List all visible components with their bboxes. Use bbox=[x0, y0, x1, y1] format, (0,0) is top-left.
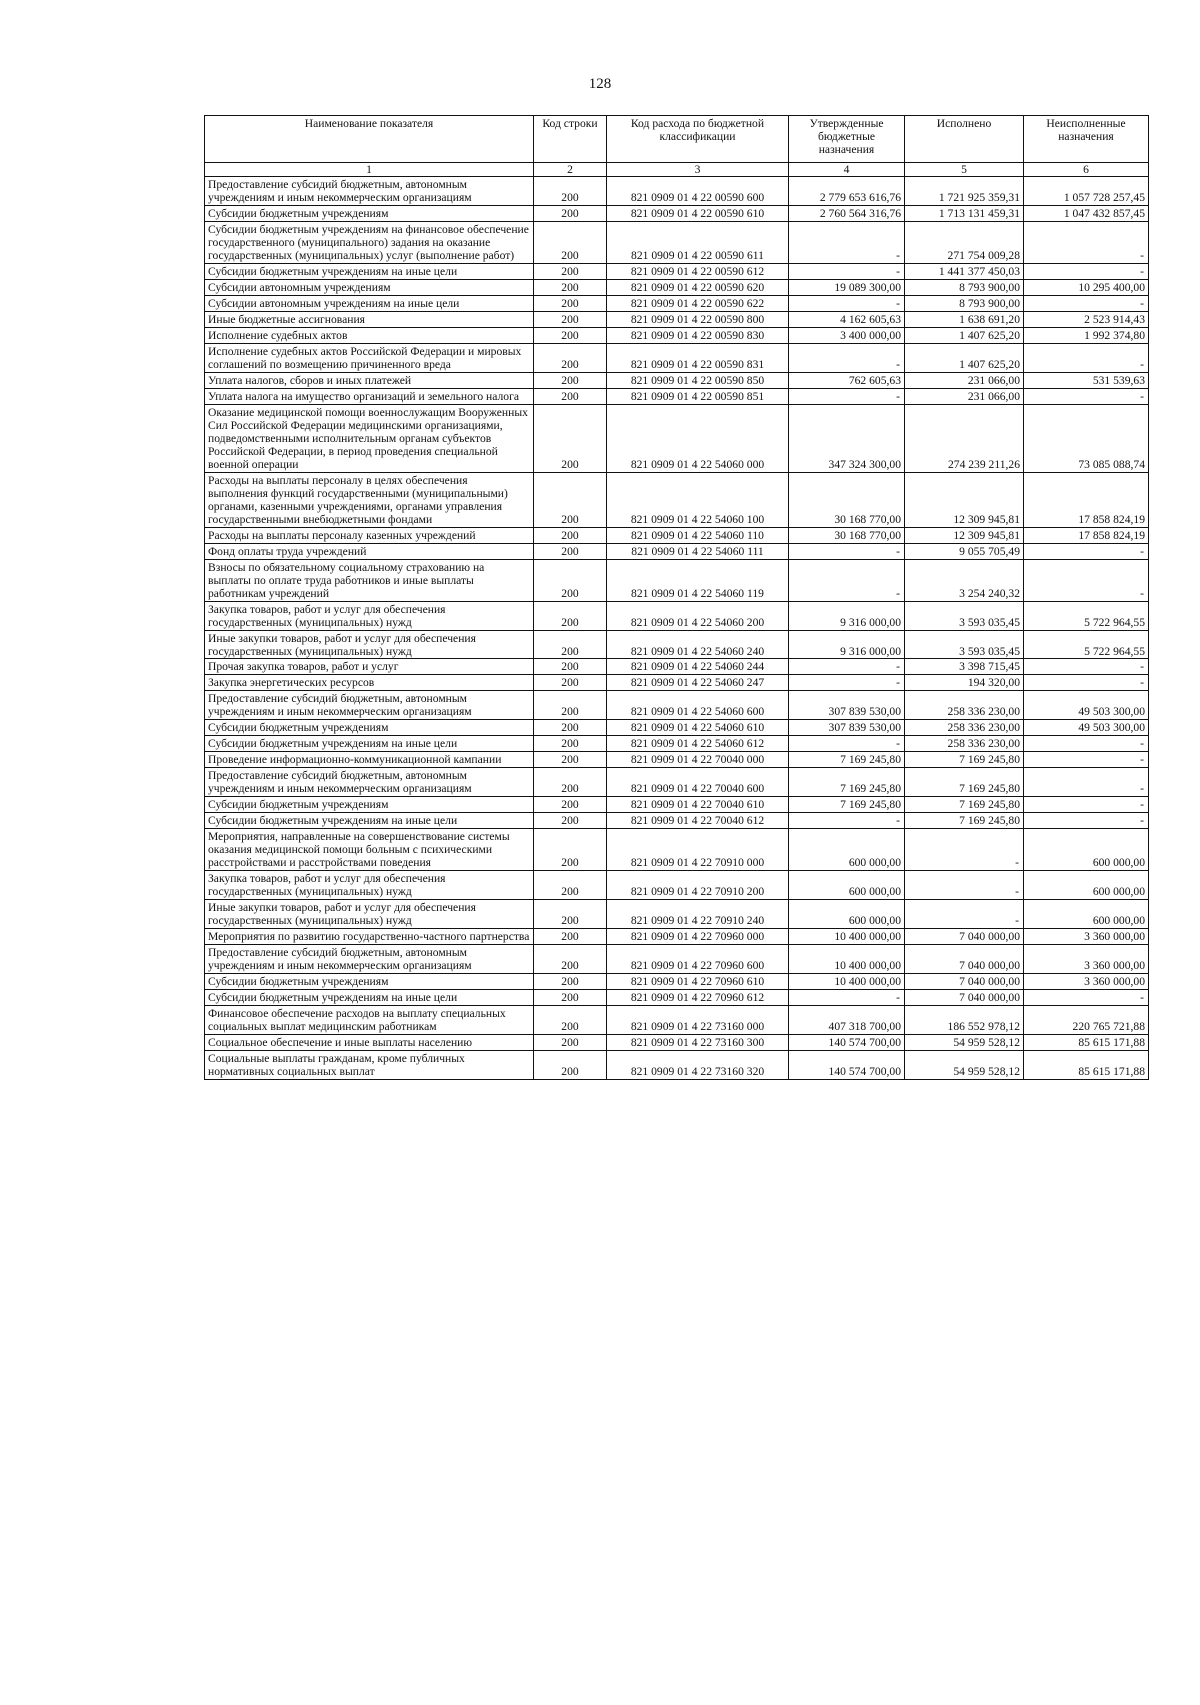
unexecuted-amount-cell: 3 360 000,00 bbox=[1024, 945, 1149, 974]
unexecuted-amount-cell: - bbox=[1024, 559, 1149, 601]
line-code-cell: 200 bbox=[534, 388, 607, 404]
line-code-cell: 200 bbox=[534, 768, 607, 797]
approved-amount-cell: - bbox=[789, 343, 905, 372]
unexecuted-amount-cell: 600 000,00 bbox=[1024, 871, 1149, 900]
executed-amount-cell: 54 959 528,12 bbox=[905, 1051, 1024, 1080]
expense-code-cell: 821 0909 01 4 22 00590 600 bbox=[607, 177, 789, 206]
line-code-cell: 200 bbox=[534, 829, 607, 871]
unexecuted-amount-cell: - bbox=[1024, 797, 1149, 813]
approved-amount-cell: 140 574 700,00 bbox=[789, 1051, 905, 1080]
table-row bbox=[205, 388, 1149, 404]
table-row bbox=[205, 177, 1149, 206]
table-row bbox=[205, 1006, 1149, 1035]
indicator-name-cell: Закупка энергетических ресурсов bbox=[205, 675, 534, 691]
table-row bbox=[205, 736, 1149, 752]
line-code-cell: 200 bbox=[534, 990, 607, 1006]
header-approved: Утвержденные бюджетные назначения bbox=[789, 116, 905, 163]
line-code-cell: 200 bbox=[534, 601, 607, 630]
line-code-cell: 200 bbox=[534, 720, 607, 736]
table-row bbox=[205, 263, 1149, 279]
unexecuted-amount-cell: - bbox=[1024, 768, 1149, 797]
unexecuted-amount-cell: 1 057 728 257,45 bbox=[1024, 177, 1149, 206]
executed-amount-cell: 231 066,00 bbox=[905, 388, 1024, 404]
indicator-name-cell: Финансовое обеспечение расходов на выплату специальных социальных выплат медицинским работникам bbox=[205, 1006, 534, 1035]
unexecuted-amount-cell: 5 722 964,55 bbox=[1024, 630, 1149, 659]
executed-amount-cell: 3 398 715,45 bbox=[905, 659, 1024, 675]
executed-amount-cell: 1 721 925 359,31 bbox=[905, 177, 1024, 206]
executed-amount-cell: 258 336 230,00 bbox=[905, 720, 1024, 736]
table-row bbox=[205, 768, 1149, 797]
indicator-name-cell: Субсидии бюджетным учреждениям на иные цели bbox=[205, 736, 534, 752]
table-row bbox=[205, 900, 1149, 929]
line-code-cell: 200 bbox=[534, 404, 607, 472]
executed-amount-cell: 1 441 377 450,03 bbox=[905, 263, 1024, 279]
table-row bbox=[205, 601, 1149, 630]
expense-code-cell: 821 0909 01 4 22 70960 000 bbox=[607, 929, 789, 945]
executed-amount-cell: 1 407 625,20 bbox=[905, 327, 1024, 343]
executed-amount-cell: 258 336 230,00 bbox=[905, 736, 1024, 752]
line-code-cell: 200 bbox=[534, 736, 607, 752]
executed-amount-cell: 7 040 000,00 bbox=[905, 990, 1024, 1006]
executed-amount-cell: 194 320,00 bbox=[905, 675, 1024, 691]
executed-amount-cell: 7 040 000,00 bbox=[905, 945, 1024, 974]
table-row bbox=[205, 221, 1149, 263]
column-number: 6 bbox=[1024, 163, 1149, 177]
table-row bbox=[205, 295, 1149, 311]
table-row bbox=[205, 752, 1149, 768]
unexecuted-amount-cell: 600 000,00 bbox=[1024, 900, 1149, 929]
header-unexecuted: Неисполненные назначения bbox=[1024, 116, 1149, 163]
unexecuted-amount-cell: - bbox=[1024, 990, 1149, 1006]
line-code-cell: 200 bbox=[534, 327, 607, 343]
table-row bbox=[205, 343, 1149, 372]
column-number-row bbox=[205, 163, 1149, 177]
approved-amount-cell: 30 168 770,00 bbox=[789, 527, 905, 543]
expense-code-cell: 821 0909 01 4 22 54060 000 bbox=[607, 404, 789, 472]
executed-amount-cell: - bbox=[905, 829, 1024, 871]
line-code-cell: 200 bbox=[534, 279, 607, 295]
indicator-name-cell: Субсидии бюджетным учреждениям на финансовое обеспечение государственного (муниципального) задания на оказание государственных (муниципальных) услуг (выполнение работ) bbox=[205, 221, 534, 263]
expense-code-cell: 821 0909 01 4 22 54060 247 bbox=[607, 675, 789, 691]
line-code-cell: 200 bbox=[534, 752, 607, 768]
unexecuted-amount-cell: - bbox=[1024, 263, 1149, 279]
unexecuted-amount-cell: 17 858 824,19 bbox=[1024, 527, 1149, 543]
executed-amount-cell: 3 593 035,45 bbox=[905, 630, 1024, 659]
unexecuted-amount-cell: - bbox=[1024, 543, 1149, 559]
approved-amount-cell: - bbox=[789, 263, 905, 279]
line-code-cell: 200 bbox=[534, 559, 607, 601]
approved-amount-cell: 600 000,00 bbox=[789, 871, 905, 900]
header-expense-code: Код расхода по бюджетной классификации bbox=[607, 116, 789, 163]
indicator-name-cell: Прочая закупка товаров, работ и услуг bbox=[205, 659, 534, 675]
line-code-cell: 200 bbox=[534, 343, 607, 372]
approved-amount-cell: - bbox=[789, 559, 905, 601]
unexecuted-amount-cell: - bbox=[1024, 813, 1149, 829]
unexecuted-amount-cell: 3 360 000,00 bbox=[1024, 929, 1149, 945]
approved-amount-cell: 2 760 564 316,76 bbox=[789, 205, 905, 221]
header-indicator-name: Наименование показателя bbox=[205, 116, 534, 163]
approved-amount-cell: 307 839 530,00 bbox=[789, 691, 905, 720]
expense-code-cell: 821 0909 01 4 22 73160 300 bbox=[607, 1035, 789, 1051]
unexecuted-amount-cell: 531 539,63 bbox=[1024, 372, 1149, 388]
table-row bbox=[205, 797, 1149, 813]
unexecuted-amount-cell: 1 992 374,80 bbox=[1024, 327, 1149, 343]
indicator-name-cell: Субсидии бюджетным учреждениям на иные цели bbox=[205, 990, 534, 1006]
line-code-cell: 200 bbox=[534, 630, 607, 659]
table-row bbox=[205, 559, 1149, 601]
executed-amount-cell: - bbox=[905, 900, 1024, 929]
table-row bbox=[205, 1051, 1149, 1080]
executed-amount-cell: 3 254 240,32 bbox=[905, 559, 1024, 601]
executed-amount-cell: 12 309 945,81 bbox=[905, 527, 1024, 543]
table-row bbox=[205, 691, 1149, 720]
indicator-name-cell: Субсидии автономным учреждениям bbox=[205, 279, 534, 295]
line-code-cell: 200 bbox=[534, 221, 607, 263]
approved-amount-cell: 307 839 530,00 bbox=[789, 720, 905, 736]
executed-amount-cell: 7 040 000,00 bbox=[905, 929, 1024, 945]
indicator-name-cell: Исполнение судебных актов Российской Федерации и мировых соглашений по возмещению причиненного вреда bbox=[205, 343, 534, 372]
line-code-cell: 200 bbox=[534, 675, 607, 691]
column-number: 1 bbox=[205, 163, 534, 177]
line-code-cell: 200 bbox=[534, 372, 607, 388]
line-code-cell: 200 bbox=[534, 691, 607, 720]
indicator-name-cell: Мероприятия, направленные на совершенствование системы оказания медицинской помощи больным с психическими расстройствами и расстройствами поведения bbox=[205, 829, 534, 871]
expense-code-cell: 821 0909 01 4 22 70040 610 bbox=[607, 797, 789, 813]
indicator-name-cell: Взносы по обязательному социальному страхованию на выплаты по оплате труда работников и иные выплаты работникам учреждений bbox=[205, 559, 534, 601]
expense-code-cell: 821 0909 01 4 22 54060 100 bbox=[607, 472, 789, 527]
expense-code-cell: 821 0909 01 4 22 70910 240 bbox=[607, 900, 789, 929]
table-row bbox=[205, 527, 1149, 543]
column-number: 3 bbox=[607, 163, 789, 177]
unexecuted-amount-cell: 1 047 432 857,45 bbox=[1024, 205, 1149, 221]
executed-amount-cell: 7 169 245,80 bbox=[905, 752, 1024, 768]
table-row bbox=[205, 543, 1149, 559]
unexecuted-amount-cell: - bbox=[1024, 295, 1149, 311]
unexecuted-amount-cell: 49 503 300,00 bbox=[1024, 691, 1149, 720]
expense-code-cell: 821 0909 01 4 22 54060 240 bbox=[607, 630, 789, 659]
table-row bbox=[205, 990, 1149, 1006]
expense-code-cell: 821 0909 01 4 22 54060 610 bbox=[607, 720, 789, 736]
expense-code-cell: 821 0909 01 4 22 54060 119 bbox=[607, 559, 789, 601]
table-row bbox=[205, 1035, 1149, 1051]
line-code-cell: 200 bbox=[534, 1006, 607, 1035]
indicator-name-cell: Иные бюджетные ассигнования bbox=[205, 311, 534, 327]
line-code-cell: 200 bbox=[534, 659, 607, 675]
executed-amount-cell: 7 040 000,00 bbox=[905, 974, 1024, 990]
unexecuted-amount-cell: 73 085 088,74 bbox=[1024, 404, 1149, 472]
executed-amount-cell: 3 593 035,45 bbox=[905, 601, 1024, 630]
line-code-cell: 200 bbox=[534, 263, 607, 279]
expense-code-cell: 821 0909 01 4 22 54060 244 bbox=[607, 659, 789, 675]
expense-code-cell: 821 0909 01 4 22 70960 600 bbox=[607, 945, 789, 974]
table-row bbox=[205, 311, 1149, 327]
indicator-name-cell: Субсидии бюджетным учреждениям bbox=[205, 720, 534, 736]
executed-amount-cell: 1 407 625,20 bbox=[905, 343, 1024, 372]
executed-amount-cell: 8 793 900,00 bbox=[905, 295, 1024, 311]
expense-code-cell: 821 0909 01 4 22 73160 000 bbox=[607, 1006, 789, 1035]
indicator-name-cell: Иные закупки товаров, работ и услуг для обеспечения государственных (муниципальных) нужд bbox=[205, 630, 534, 659]
line-code-cell: 200 bbox=[534, 311, 607, 327]
expense-code-cell: 821 0909 01 4 22 00590 830 bbox=[607, 327, 789, 343]
indicator-name-cell: Уплата налога на имущество организаций и земельного налога bbox=[205, 388, 534, 404]
approved-amount-cell: - bbox=[789, 543, 905, 559]
expense-code-cell: 821 0909 01 4 22 00590 612 bbox=[607, 263, 789, 279]
line-code-cell: 200 bbox=[534, 900, 607, 929]
expense-code-cell: 821 0909 01 4 22 70960 610 bbox=[607, 974, 789, 990]
approved-amount-cell: 10 400 000,00 bbox=[789, 945, 905, 974]
approved-amount-cell: 10 400 000,00 bbox=[789, 929, 905, 945]
column-number: 4 bbox=[789, 163, 905, 177]
unexecuted-amount-cell: - bbox=[1024, 659, 1149, 675]
approved-amount-cell: 4 162 605,63 bbox=[789, 311, 905, 327]
indicator-name-cell: Субсидии бюджетным учреждениям на иные цели bbox=[205, 813, 534, 829]
table-row bbox=[205, 659, 1149, 675]
expense-code-cell: 821 0909 01 4 22 70910 200 bbox=[607, 871, 789, 900]
expense-code-cell: 821 0909 01 4 22 73160 320 bbox=[607, 1051, 789, 1080]
indicator-name-cell: Фонд оплаты труда учреждений bbox=[205, 543, 534, 559]
line-code-cell: 200 bbox=[534, 472, 607, 527]
executed-amount-cell: 274 239 211,26 bbox=[905, 404, 1024, 472]
expense-code-cell: 821 0909 01 4 22 70040 000 bbox=[607, 752, 789, 768]
expense-code-cell: 821 0909 01 4 22 54060 111 bbox=[607, 543, 789, 559]
approved-amount-cell: 10 400 000,00 bbox=[789, 974, 905, 990]
unexecuted-amount-cell: - bbox=[1024, 343, 1149, 372]
executed-amount-cell: 271 754 009,28 bbox=[905, 221, 1024, 263]
expense-code-cell: 821 0909 01 4 22 70960 612 bbox=[607, 990, 789, 1006]
indicator-name-cell: Субсидии автономным учреждениям на иные цели bbox=[205, 295, 534, 311]
unexecuted-amount-cell: - bbox=[1024, 221, 1149, 263]
table-row bbox=[205, 720, 1149, 736]
line-code-cell: 200 bbox=[534, 871, 607, 900]
table-row bbox=[205, 829, 1149, 871]
approved-amount-cell: 2 779 653 616,76 bbox=[789, 177, 905, 206]
indicator-name-cell: Закупка товаров, работ и услуг для обеспечения государственных (муниципальных) нужд bbox=[205, 871, 534, 900]
approved-amount-cell: 7 169 245,80 bbox=[789, 768, 905, 797]
indicator-name-cell: Мероприятия по развитию государственно-частного партнерства bbox=[205, 929, 534, 945]
budget-execution-table bbox=[204, 115, 1149, 1080]
indicator-name-cell: Исполнение судебных актов bbox=[205, 327, 534, 343]
approved-amount-cell: 9 316 000,00 bbox=[789, 630, 905, 659]
executed-amount-cell: - bbox=[905, 871, 1024, 900]
column-number: 5 bbox=[905, 163, 1024, 177]
approved-amount-cell: 19 089 300,00 bbox=[789, 279, 905, 295]
line-code-cell: 200 bbox=[534, 797, 607, 813]
expense-code-cell: 821 0909 01 4 22 54060 110 bbox=[607, 527, 789, 543]
unexecuted-amount-cell: 600 000,00 bbox=[1024, 829, 1149, 871]
approved-amount-cell: - bbox=[789, 736, 905, 752]
unexecuted-amount-cell: 2 523 914,43 bbox=[1024, 311, 1149, 327]
approved-amount-cell: 600 000,00 bbox=[789, 900, 905, 929]
table-header-row bbox=[205, 116, 1149, 163]
expense-code-cell: 821 0909 01 4 22 70040 612 bbox=[607, 813, 789, 829]
indicator-name-cell: Субсидии бюджетным учреждениям на иные цели bbox=[205, 263, 534, 279]
indicator-name-cell: Социальные выплаты гражданам, кроме публичных нормативных социальных выплат bbox=[205, 1051, 534, 1080]
indicator-name-cell: Закупка товаров, работ и услуг для обеспечения государственных (муниципальных) нужд bbox=[205, 601, 534, 630]
unexecuted-amount-cell: - bbox=[1024, 752, 1149, 768]
indicator-name-cell: Предоставление субсидий бюджетным, автономным учреждениям и иным некоммерческим организациям bbox=[205, 691, 534, 720]
line-code-cell: 200 bbox=[534, 543, 607, 559]
table-row bbox=[205, 974, 1149, 990]
indicator-name-cell: Проведение информационно-коммуникационной кампании bbox=[205, 752, 534, 768]
unexecuted-amount-cell: - bbox=[1024, 675, 1149, 691]
executed-amount-cell: 1 638 691,20 bbox=[905, 311, 1024, 327]
expense-code-cell: 821 0909 01 4 22 54060 600 bbox=[607, 691, 789, 720]
table-row bbox=[205, 404, 1149, 472]
unexecuted-amount-cell: 49 503 300,00 bbox=[1024, 720, 1149, 736]
line-code-cell: 200 bbox=[534, 527, 607, 543]
line-code-cell: 200 bbox=[534, 929, 607, 945]
executed-amount-cell: 7 169 245,80 bbox=[905, 797, 1024, 813]
approved-amount-cell: - bbox=[789, 388, 905, 404]
table-row bbox=[205, 945, 1149, 974]
header-executed: Исполнено bbox=[905, 116, 1024, 163]
approved-amount-cell: 30 168 770,00 bbox=[789, 472, 905, 527]
indicator-name-cell: Субсидии бюджетным учреждениям bbox=[205, 205, 534, 221]
approved-amount-cell: - bbox=[789, 813, 905, 829]
approved-amount-cell: - bbox=[789, 990, 905, 1006]
executed-amount-cell: 258 336 230,00 bbox=[905, 691, 1024, 720]
approved-amount-cell: 347 324 300,00 bbox=[789, 404, 905, 472]
expense-code-cell: 821 0909 01 4 22 54060 612 bbox=[607, 736, 789, 752]
expense-code-cell: 821 0909 01 4 22 00590 851 bbox=[607, 388, 789, 404]
header-line-code: Код строки bbox=[534, 116, 607, 163]
approved-amount-cell: 9 316 000,00 bbox=[789, 601, 905, 630]
executed-amount-cell: 8 793 900,00 bbox=[905, 279, 1024, 295]
indicator-name-cell: Субсидии бюджетным учреждениям bbox=[205, 974, 534, 990]
indicator-name-cell: Оказание медицинской помощи военнослужащим Вооруженных Сил Российской Федерации медицинскими организациями, подведомственными исполнительным органам субъектов Российской Федерации, в период проведения специальной военной операции bbox=[205, 404, 534, 472]
approved-amount-cell: - bbox=[789, 221, 905, 263]
expense-code-cell: 821 0909 01 4 22 00590 831 bbox=[607, 343, 789, 372]
expense-code-cell: 821 0909 01 4 22 70040 600 bbox=[607, 768, 789, 797]
table-row bbox=[205, 472, 1149, 527]
indicator-name-cell: Расходы на выплаты персоналу в целях обеспечения выполнения функций государственными (муниципальными) органами, казенными учреждениями, органами управления государственными внебюджетными фондами bbox=[205, 472, 534, 527]
unexecuted-amount-cell: 10 295 400,00 bbox=[1024, 279, 1149, 295]
unexecuted-amount-cell: 17 858 824,19 bbox=[1024, 472, 1149, 527]
approved-amount-cell: - bbox=[789, 659, 905, 675]
table-row bbox=[205, 929, 1149, 945]
table-row bbox=[205, 205, 1149, 221]
indicator-name-cell: Уплата налогов, сборов и иных платежей bbox=[205, 372, 534, 388]
unexecuted-amount-cell: 85 615 171,88 bbox=[1024, 1035, 1149, 1051]
table-row bbox=[205, 327, 1149, 343]
indicator-name-cell: Социальное обеспечение и иные выплаты населению bbox=[205, 1035, 534, 1051]
expense-code-cell: 821 0909 01 4 22 00590 800 bbox=[607, 311, 789, 327]
expense-code-cell: 821 0909 01 4 22 00590 610 bbox=[607, 205, 789, 221]
indicator-name-cell: Предоставление субсидий бюджетным, автономным учреждениям и иным некоммерческим организациям bbox=[205, 945, 534, 974]
unexecuted-amount-cell: - bbox=[1024, 388, 1149, 404]
approved-amount-cell: - bbox=[789, 295, 905, 311]
executed-amount-cell: 231 066,00 bbox=[905, 372, 1024, 388]
line-code-cell: 200 bbox=[534, 945, 607, 974]
expense-code-cell: 821 0909 01 4 22 00590 622 bbox=[607, 295, 789, 311]
approved-amount-cell: 3 400 000,00 bbox=[789, 327, 905, 343]
table-row bbox=[205, 871, 1149, 900]
line-code-cell: 200 bbox=[534, 1051, 607, 1080]
expense-code-cell: 821 0909 01 4 22 00590 611 bbox=[607, 221, 789, 263]
executed-amount-cell: 7 169 245,80 bbox=[905, 768, 1024, 797]
approved-amount-cell: 7 169 245,80 bbox=[789, 752, 905, 768]
unexecuted-amount-cell: 5 722 964,55 bbox=[1024, 601, 1149, 630]
line-code-cell: 200 bbox=[534, 177, 607, 206]
line-code-cell: 200 bbox=[534, 1035, 607, 1051]
column-number: 2 bbox=[534, 163, 607, 177]
line-code-cell: 200 bbox=[534, 205, 607, 221]
unexecuted-amount-cell: 220 765 721,88 bbox=[1024, 1006, 1149, 1035]
table-row bbox=[205, 279, 1149, 295]
approved-amount-cell: 7 169 245,80 bbox=[789, 797, 905, 813]
unexecuted-amount-cell: 85 615 171,88 bbox=[1024, 1051, 1149, 1080]
indicator-name-cell: Субсидии бюджетным учреждениям bbox=[205, 797, 534, 813]
approved-amount-cell: - bbox=[789, 675, 905, 691]
expense-code-cell: 821 0909 01 4 22 54060 200 bbox=[607, 601, 789, 630]
page-number: 128 bbox=[588, 76, 612, 92]
approved-amount-cell: 762 605,63 bbox=[789, 372, 905, 388]
approved-amount-cell: 407 318 700,00 bbox=[789, 1006, 905, 1035]
approved-amount-cell: 600 000,00 bbox=[789, 829, 905, 871]
executed-amount-cell: 1 713 131 459,31 bbox=[905, 205, 1024, 221]
executed-amount-cell: 7 169 245,80 bbox=[905, 813, 1024, 829]
line-code-cell: 200 bbox=[534, 813, 607, 829]
table-row bbox=[205, 675, 1149, 691]
executed-amount-cell: 186 552 978,12 bbox=[905, 1006, 1024, 1035]
unexecuted-amount-cell: - bbox=[1024, 736, 1149, 752]
table-row bbox=[205, 630, 1149, 659]
expense-code-cell: 821 0909 01 4 22 70910 000 bbox=[607, 829, 789, 871]
table-row bbox=[205, 813, 1149, 829]
indicator-name-cell: Расходы на выплаты персоналу казенных учреждений bbox=[205, 527, 534, 543]
expense-code-cell: 821 0909 01 4 22 00590 850 bbox=[607, 372, 789, 388]
approved-amount-cell: 140 574 700,00 bbox=[789, 1035, 905, 1051]
indicator-name-cell: Предоставление субсидий бюджетным, автономным учреждениям и иным некоммерческим организациям bbox=[205, 177, 534, 206]
table-row bbox=[205, 372, 1149, 388]
expense-code-cell: 821 0909 01 4 22 00590 620 bbox=[607, 279, 789, 295]
executed-amount-cell: 9 055 705,49 bbox=[905, 543, 1024, 559]
unexecuted-amount-cell: 3 360 000,00 bbox=[1024, 974, 1149, 990]
indicator-name-cell: Иные закупки товаров, работ и услуг для обеспечения государственных (муниципальных) нужд bbox=[205, 900, 534, 929]
line-code-cell: 200 bbox=[534, 974, 607, 990]
indicator-name-cell: Предоставление субсидий бюджетным, автономным учреждениям и иным некоммерческим организациям bbox=[205, 768, 534, 797]
executed-amount-cell: 54 959 528,12 bbox=[905, 1035, 1024, 1051]
executed-amount-cell: 12 309 945,81 bbox=[905, 472, 1024, 527]
line-code-cell: 200 bbox=[534, 295, 607, 311]
